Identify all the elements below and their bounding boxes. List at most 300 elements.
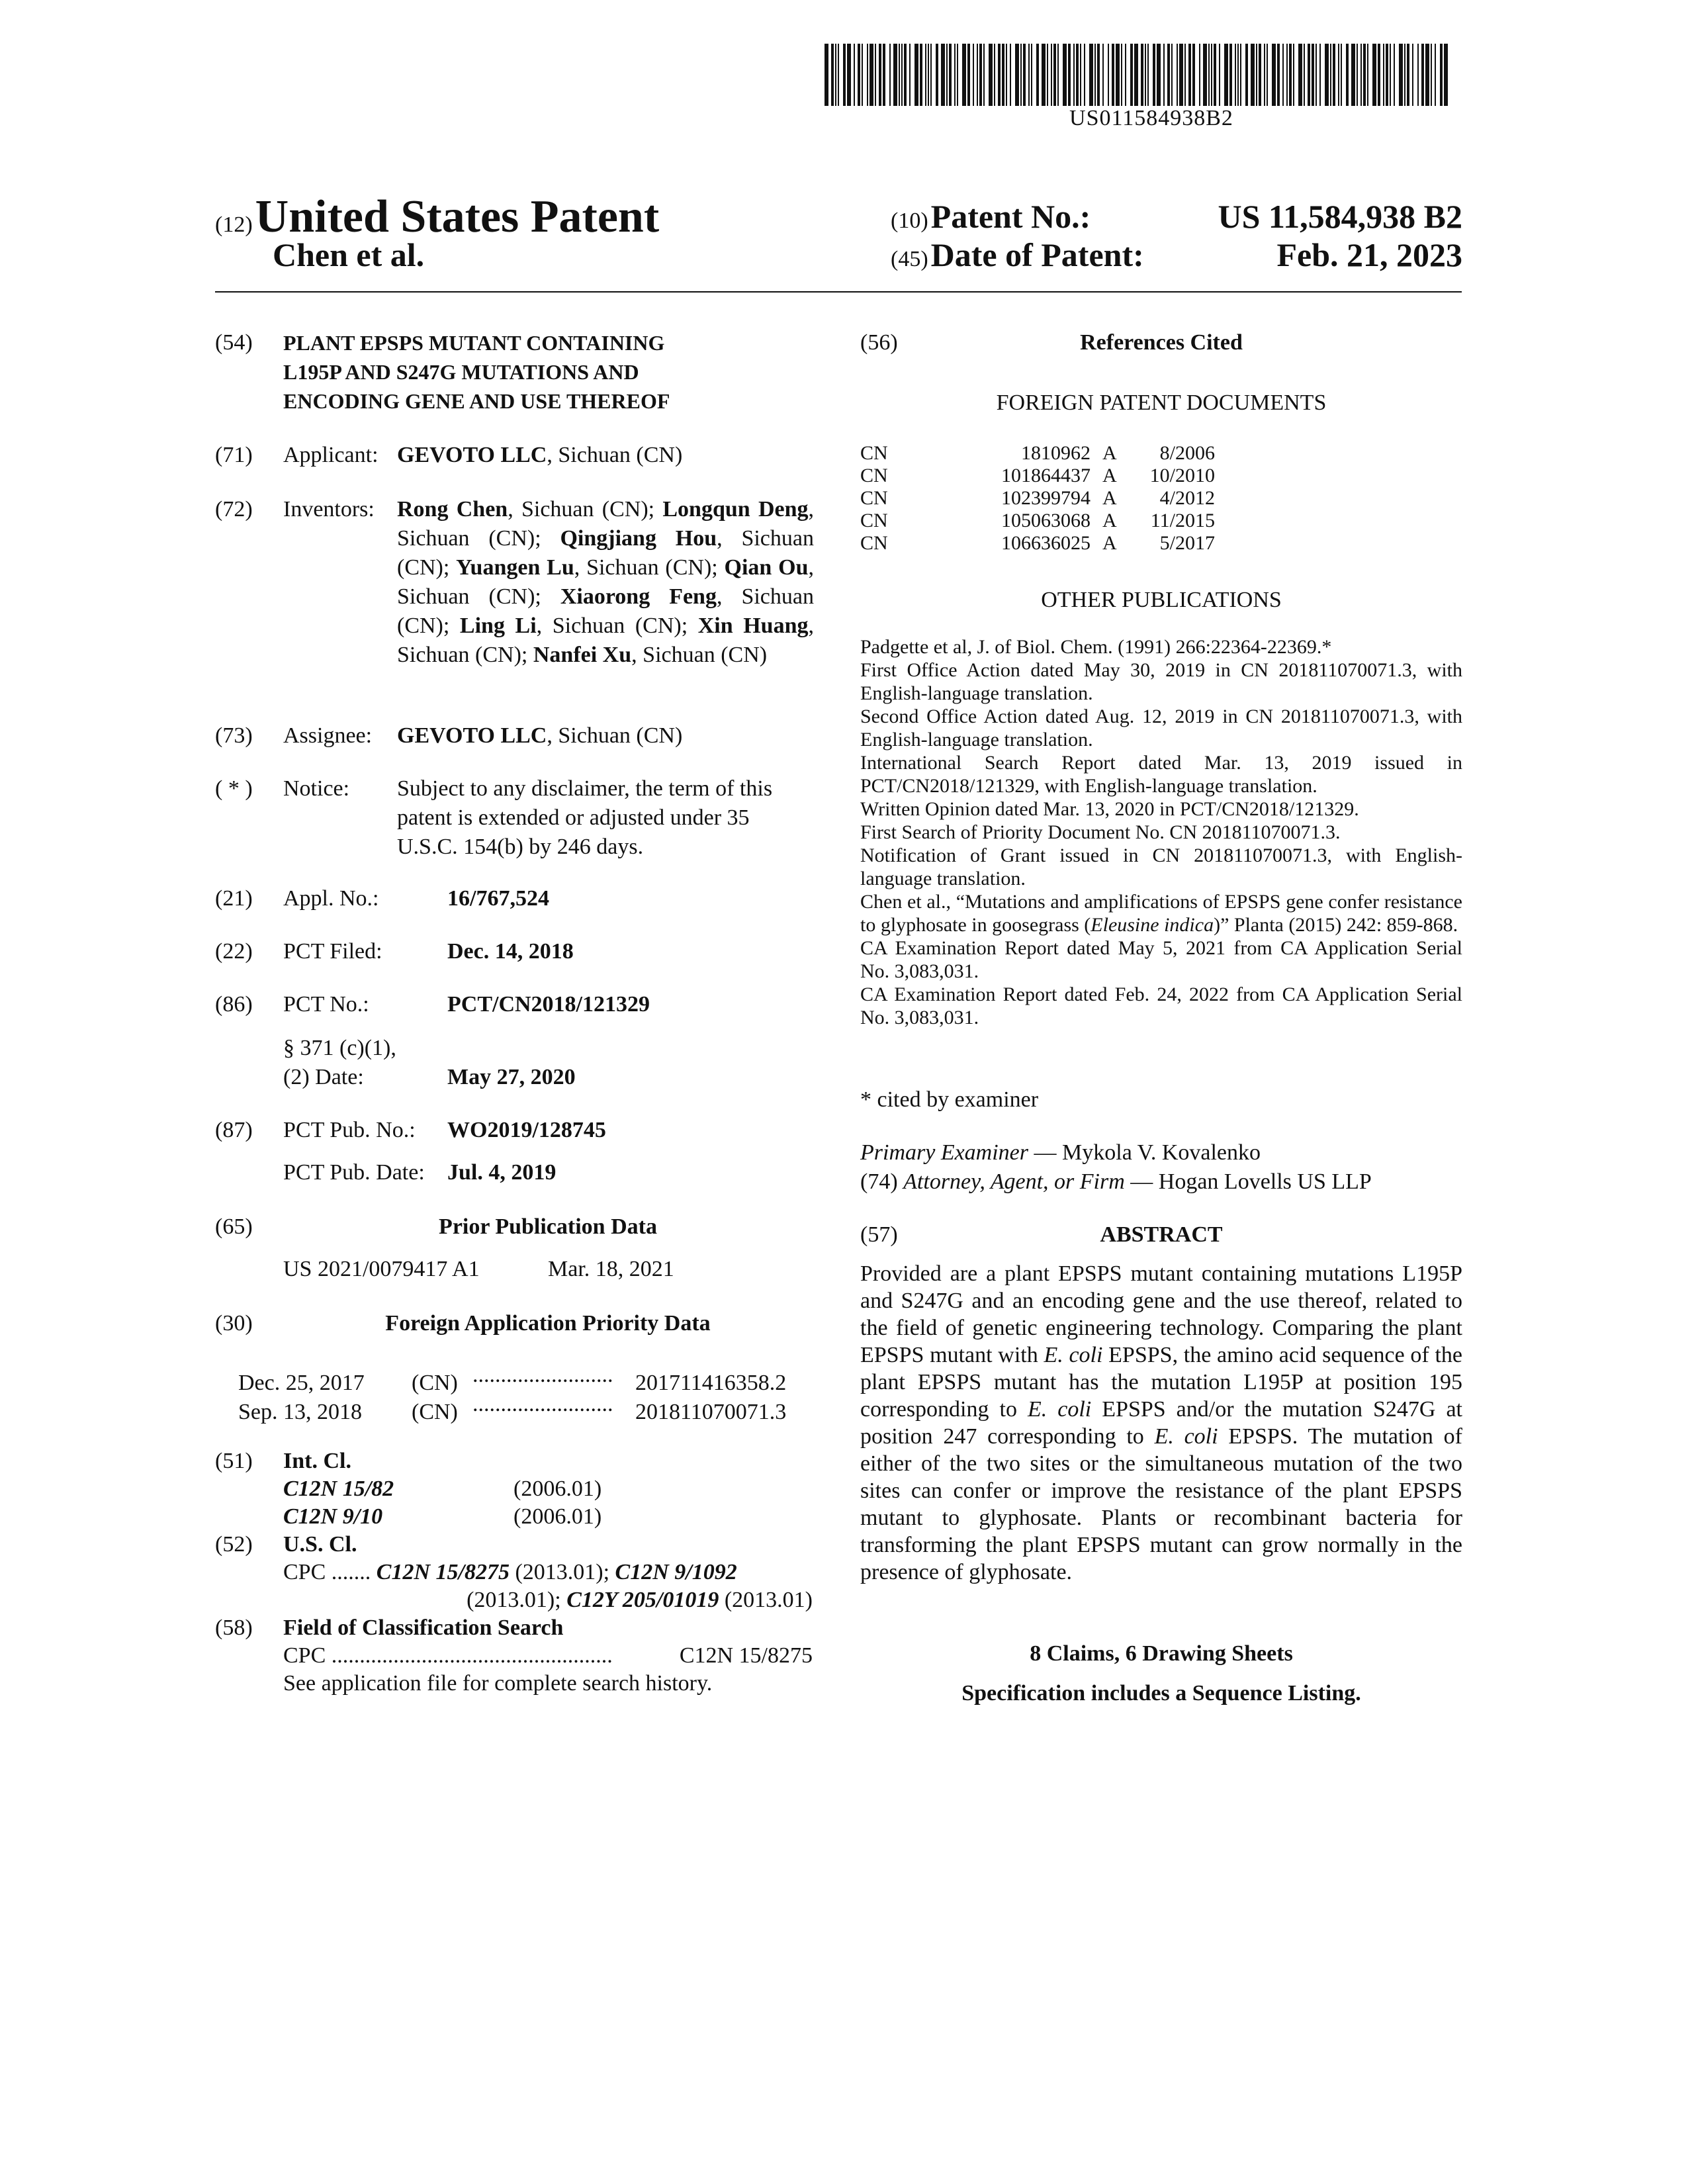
barcode-bar — [1094, 44, 1096, 106]
inid-30: (30) — [215, 1311, 253, 1336]
barcode-bar — [1053, 44, 1056, 106]
barcode-bar — [893, 44, 897, 106]
barcode-bar — [1346, 44, 1349, 106]
barcode-bar — [1357, 44, 1358, 106]
barcode-bar — [1130, 44, 1133, 106]
table-row — [860, 532, 1215, 555]
chen-citation-source: )” Planta (2015) 242: 859-868. — [1214, 914, 1458, 936]
barcode-bar — [1444, 44, 1448, 106]
barcode-bar — [1031, 44, 1032, 106]
barcode-bar — [1330, 44, 1331, 106]
prior-pub-number: US 2021/0079417 A1 — [283, 1257, 480, 1281]
us-cl-heading: U.S. Cl. — [283, 1532, 357, 1557]
title-line: PLANT EPSPS MUTANT CONTAINING — [283, 331, 665, 355]
barcode-bar — [1102, 44, 1104, 106]
barcode-bar — [862, 44, 863, 106]
title-line: ENCODING GENE AND USE THEREOF — [283, 389, 670, 413]
inventor-location: , Sichuan (CN); — [397, 555, 814, 609]
applicant-label: Applicant: — [283, 443, 379, 467]
barcode-bar — [1080, 44, 1081, 106]
notice-line: U.S.C. 154(b) by 246 days. — [397, 835, 644, 859]
inventors-list — [397, 495, 814, 670]
barcode-bar — [1141, 44, 1143, 106]
barcode-bar — [1338, 44, 1339, 106]
appl-no: 16/767,524 — [447, 886, 549, 911]
cpc-code: C12N 15/8275 — [376, 1560, 510, 1584]
barcode-bar — [1386, 44, 1388, 106]
barcode-number: US011584938B2 — [1069, 106, 1233, 130]
barcode-bar — [957, 44, 958, 106]
cpc-version: (2013.01); — [509, 1560, 615, 1584]
barcode-bar — [1319, 44, 1321, 106]
barcode-bar — [1304, 44, 1305, 106]
pct-filed-date: Dec. 14, 2018 — [447, 939, 574, 964]
barcode-bar — [1298, 44, 1302, 106]
pct-pub-date: Jul. 4, 2019 — [447, 1160, 557, 1185]
pct-pub-date-label: PCT Pub. Date: — [283, 1160, 425, 1185]
abstract-species: E. coli — [1027, 1397, 1092, 1422]
barcode-bar — [1051, 44, 1052, 106]
cpc-code: C12N 9/1092 — [615, 1560, 737, 1584]
doc-number: 106636025 — [1001, 532, 1091, 554]
doc-kind: A — [1102, 442, 1117, 464]
other-pubs-list — [860, 635, 1462, 1029]
doc-country: CN — [860, 510, 888, 531]
doc-kind: A — [1102, 487, 1117, 509]
claims-summary: 8 Claims, 6 Drawing Sheets — [1030, 1641, 1293, 1666]
inid-56: (56) — [860, 330, 898, 355]
barcode-bar — [1184, 44, 1186, 106]
table-row — [860, 487, 1215, 510]
barcode-bar — [930, 44, 932, 106]
inventor-name: Yuangen Lu — [456, 555, 574, 580]
barcode-bar — [1010, 44, 1011, 106]
field-search-heading: Field of Classification Search — [283, 1615, 564, 1640]
barcode-bar — [946, 44, 948, 106]
field-cpc-line — [283, 1641, 813, 1670]
barcode-bar — [1177, 44, 1178, 106]
barcode-bar — [979, 44, 982, 106]
inid-22: (22) — [215, 939, 253, 964]
barcode-bar — [1363, 44, 1366, 106]
inventor-name: Xin Huang — [697, 614, 809, 638]
doc-date: 10/2010 — [1149, 465, 1215, 486]
barcode-bar — [1440, 44, 1443, 106]
barcode-bar — [1063, 44, 1067, 106]
barcode-bar — [875, 44, 876, 106]
doc-kind: A — [1102, 510, 1117, 531]
abstract-text — [860, 1260, 1462, 1586]
barcode-bar — [1235, 44, 1236, 106]
barcode-bar — [1425, 44, 1429, 106]
priority-dots: ......................... — [472, 1392, 613, 1416]
priority-row — [238, 1390, 786, 1427]
barcode-bar — [843, 44, 846, 106]
barcode-bar — [1036, 44, 1039, 106]
barcode-bar — [1325, 44, 1329, 106]
barcode-bar — [1417, 44, 1419, 106]
doc-date: 8/2006 — [1159, 442, 1215, 464]
cpc-lead: CPC ....... — [283, 1560, 371, 1584]
barcode-bar — [1147, 44, 1149, 106]
patent-date: Feb. 21, 2023 — [1276, 236, 1462, 273]
foreign-docs-heading: FOREIGN PATENT DOCUMENTS — [996, 390, 1327, 415]
publication-entry: CA Examination Report dated Feb. 24, 2022 from CA Application Serial No. 3,083,031. — [860, 983, 1462, 1028]
doc-number: 1810962 — [1021, 442, 1091, 464]
barcode-bar — [1006, 44, 1007, 106]
barcode-bar — [825, 44, 828, 106]
barcode-bar — [1084, 44, 1085, 106]
barcode-bar — [920, 44, 922, 106]
barcode-bar — [962, 44, 966, 106]
doc-number: 105063068 — [1001, 510, 1091, 531]
barcode-bar — [941, 44, 945, 106]
doc-date: 5/2017 — [1159, 532, 1215, 554]
assignee-location: , Sichuan (CN) — [547, 723, 683, 748]
inventor-name: Qingjiang Hou — [560, 526, 717, 551]
prior-pub-heading: Prior Publication Data — [439, 1214, 657, 1239]
barcode-bar — [1390, 44, 1391, 106]
barcode-bar — [1224, 44, 1228, 106]
barcode-bar — [1289, 44, 1292, 106]
doc-kind: A — [1102, 465, 1117, 486]
barcode-bar — [1312, 44, 1314, 106]
barcode-bar — [854, 44, 855, 106]
inventor-location: , Sichuan (CN); — [397, 614, 814, 667]
barcode-bar — [1015, 44, 1019, 106]
inventor-name: Longqun Deng — [662, 497, 809, 522]
barcode-bar — [1023, 44, 1026, 106]
inid-notice: ( * ) — [215, 776, 253, 801]
doc-kind: A — [1102, 532, 1117, 554]
inid-65: (65) — [215, 1214, 253, 1239]
publication-entry: CA Examination Report dated May 5, 2021 from CA Application Serial No. 3,083,031. — [860, 937, 1462, 982]
doc-country: CN — [860, 532, 888, 554]
barcode — [825, 44, 1461, 106]
abstract-part: Provided are a plant EPSPS mutant containing mutations L195P and S247G and an encoding gene and the use thereof, related to the field of genetic engineering technology. Comparing the plant EPSPS mutant with — [860, 1261, 1462, 1367]
primary-examiner — [860, 1138, 1261, 1167]
barcode-bar — [1073, 44, 1075, 106]
inid-12: (12) — [215, 212, 253, 237]
int-cl-version: (2006.01) — [513, 1477, 602, 1501]
int-cl-code: C12N 9/10 — [283, 1504, 383, 1529]
int-cl-heading: Int. Cl. — [283, 1449, 351, 1473]
doc-country: CN — [860, 442, 888, 464]
barcode-bar — [1163, 44, 1165, 106]
barcode-bar — [1108, 44, 1109, 106]
barcode-bar — [1372, 44, 1376, 106]
inventor-name: Xiaorong Feng — [560, 584, 717, 609]
barcode-bar — [1112, 44, 1114, 106]
barcode-bar — [1404, 44, 1405, 106]
barcode-bar — [1020, 44, 1022, 106]
barcode-bar — [1341, 44, 1342, 106]
appl-no-label: Appl. No.: — [283, 886, 379, 911]
inventor-name: Nanfei Xu — [533, 643, 632, 667]
int-cl-version: (2006.01) — [513, 1504, 602, 1529]
barcode-bar — [899, 44, 900, 106]
table-row — [860, 465, 1215, 487]
barcode-bar — [883, 44, 885, 106]
barcode-bar — [1002, 44, 1004, 106]
doc-country: CN — [860, 465, 888, 486]
barcode-bar — [914, 44, 918, 106]
table-row — [860, 510, 1215, 532]
inid-10: (10) — [891, 208, 928, 233]
doc-number: 102399794 — [1001, 487, 1091, 509]
barcode-bar — [858, 44, 860, 106]
inventor-location: , Sichuan (CN); — [508, 497, 663, 522]
barcode-bar — [1333, 44, 1335, 106]
s371-date: May 27, 2020 — [447, 1065, 576, 1089]
barcode-bar — [1282, 44, 1284, 106]
authors: Chen et al. — [273, 236, 425, 273]
priority-number: 201811070071.3 — [635, 1400, 787, 1424]
barcode-bar — [1367, 44, 1368, 106]
barcode-bar — [835, 44, 836, 106]
cpc-version: (2013.01) — [719, 1588, 813, 1612]
barcode-bar — [1259, 44, 1261, 106]
priority-number: 201711416358.2 — [635, 1371, 787, 1395]
publication-entry: Second Office Action dated Aug. 12, 2019 in CN 201811070071.3, with English-language translation. — [860, 705, 1462, 751]
barcode-bar — [1256, 44, 1257, 106]
other-pubs-heading: OTHER PUBLICATIONS — [1041, 588, 1282, 612]
barcode-bar — [1203, 44, 1207, 106]
inid-45: (45) — [891, 247, 928, 271]
chen-citation-text: Chen et al., “Mutations and amplifications of EPSPS gene confer resistance to glyphosate in goosegrass ( — [860, 891, 1462, 936]
publication-entry: Written Opinion dated Mar. 13, 2020 in PCT/CN2018/121329. — [860, 798, 1359, 820]
publication-entry: International Search Report dated Mar. 13, 2019 issued in PCT/CN2018/121329, with English-language translation. — [860, 752, 1462, 797]
barcode-bar — [1076, 44, 1079, 106]
barcode-bar — [928, 44, 929, 106]
inid-21: (21) — [215, 886, 253, 911]
barcode-bar — [1134, 44, 1138, 106]
applicant-location: , Sichuan (CN) — [547, 443, 683, 467]
barcode-bar — [1431, 44, 1432, 106]
barcode-bar — [998, 44, 1001, 106]
barcode-bar — [904, 44, 907, 106]
barcode-bar — [989, 44, 993, 106]
foreign-priority-heading: Foreign Application Priority Data — [385, 1311, 711, 1336]
s371-date-label: (2) Date: — [283, 1065, 364, 1089]
barcode-bar — [1121, 44, 1122, 106]
barcode-bar — [1192, 44, 1195, 106]
barcode-bar — [954, 44, 956, 106]
barcode-bar — [977, 44, 978, 106]
barcode-bar — [889, 44, 891, 106]
pct-no-label: PCT No.: — [283, 992, 369, 1017]
inid-72: (72) — [215, 497, 253, 522]
cpc-version: (2013.01); — [467, 1588, 567, 1612]
barcode-bar — [1435, 44, 1436, 106]
barcode-bar — [1308, 44, 1310, 106]
patent-number-row — [891, 197, 1462, 236]
barcode-bar — [1068, 44, 1071, 106]
priority-country: (CN) — [412, 1400, 458, 1424]
barcode-bar — [1179, 44, 1183, 106]
title — [283, 328, 670, 416]
barcode-bar — [973, 44, 974, 106]
priority-country: (CN) — [412, 1371, 458, 1395]
cpc-line-1 — [283, 1558, 813, 1587]
abstract-species: E. coli — [1044, 1343, 1103, 1367]
inventor-location: , Sichuan (CN); — [397, 497, 814, 551]
abstract-heading: ABSTRACT — [1100, 1222, 1223, 1247]
field-cpc-lead: CPC — [283, 1643, 326, 1668]
pct-pub-no-label: PCT Pub. No.: — [283, 1118, 416, 1142]
barcode-bar — [1229, 44, 1232, 106]
inid-54: (54) — [215, 330, 253, 355]
barcode-bar — [1167, 44, 1170, 106]
barcode-bar — [1188, 44, 1191, 106]
date-label: Date of Patent: — [930, 236, 1144, 273]
cpc-line-2 — [283, 1586, 813, 1615]
barcode-bar — [1125, 44, 1126, 106]
barcode-bar — [869, 44, 873, 106]
publication-entry: Notification of Grant issued in CN 201811070071.3, with English-language translation. — [860, 844, 1462, 889]
barcode-bar — [1251, 44, 1255, 106]
inid-86: (86) — [215, 992, 253, 1017]
barcode-bar — [1240, 44, 1241, 106]
applicant-name: GEVOTO LLC — [397, 443, 547, 467]
barcode-bar — [831, 44, 834, 106]
barcode-bar — [1208, 44, 1210, 106]
chen-citation-species: Eleusine indica — [1091, 914, 1214, 936]
barcode-bar — [847, 44, 851, 106]
priority-date: Dec. 25, 2017 — [238, 1371, 365, 1395]
applicant — [397, 441, 682, 470]
publication-entry — [860, 890, 1462, 936]
assignee — [397, 721, 682, 751]
barcode-bar — [1286, 44, 1288, 106]
barcode-bar — [1351, 44, 1355, 106]
abstract-part: EPSPS. The mutation of either of the two sites or the simultaneous mutation of the two sites can confer or improve the resistance of the plant EPSPS mutant to glyphosate. Plants or recombinant bacteria for transforming the plant EPSPS mutant can grow normally in the presence of glyphosate. — [860, 1424, 1462, 1584]
doc-date: 11/2015 — [1150, 510, 1215, 531]
inid-74: (74) — [860, 1169, 898, 1194]
barcode-bar — [1219, 44, 1220, 106]
inventor-name: Rong Chen — [397, 497, 508, 522]
attorney — [860, 1167, 1372, 1197]
cpc-code: C12Y 205/01019 — [566, 1588, 719, 1612]
title-line: L195P AND S247G MUTATIONS AND — [283, 360, 639, 384]
barcode-bar — [1378, 44, 1380, 106]
barcode-bar — [994, 44, 995, 106]
publication-entry: First Office Action dated May 30, 2019 in CN 201811070071.3, with English-language translation. — [860, 659, 1462, 704]
barcode-bar — [1047, 44, 1048, 106]
notice-text — [397, 774, 814, 862]
assignee-label: Assignee: — [283, 723, 373, 748]
cited-by-examiner: * cited by examiner — [860, 1087, 1039, 1112]
barcode-bar — [909, 44, 911, 106]
barcode-bar — [838, 44, 839, 106]
inventor-location: , Sichuan (CN); — [536, 614, 698, 638]
barcode-bar — [1157, 44, 1161, 106]
pct-filed-label: PCT Filed: — [283, 939, 382, 964]
examiner-label: Primary Examiner — [860, 1140, 1029, 1165]
barcode-bar — [1153, 44, 1155, 106]
barcode-bar — [1171, 44, 1173, 106]
inid-71: (71) — [215, 443, 253, 467]
barcode-bar — [1407, 44, 1409, 106]
sequence-listing-note: Specification includes a Sequence Listing. — [961, 1681, 1361, 1706]
publication-entry: Padgette et al, J. of Biol. Chem. (1991) 266:22364-22369.* — [860, 636, 1332, 658]
inid-58: (58) — [215, 1615, 253, 1640]
barcode-bar — [1399, 44, 1403, 106]
barcode-bar — [1394, 44, 1395, 106]
priority-dots: ......................... — [472, 1363, 613, 1387]
patent-number: US 11,584,938 B2 — [1218, 198, 1462, 235]
barcode-bar — [879, 44, 881, 106]
field-dots: .................................................. — [331, 1643, 613, 1668]
barcode-bar — [1272, 44, 1276, 106]
barcode-bar — [1277, 44, 1280, 106]
header-divider — [215, 291, 1462, 293]
barcode-bar — [1211, 44, 1212, 106]
barcode-bar — [901, 44, 903, 106]
attorney-name: — Hogan Lovells US LLP — [1124, 1169, 1372, 1194]
barcode-bar — [867, 44, 868, 106]
inid-73: (73) — [215, 723, 253, 748]
barcode-bar — [1042, 44, 1046, 106]
barcode-bar — [967, 44, 970, 106]
inid-52: (52) — [215, 1532, 253, 1557]
barcode-bar — [925, 44, 926, 106]
barcode-bar — [1028, 44, 1030, 106]
notice-line: patent is extended or adjusted under 35 — [397, 805, 750, 830]
barcode-bar — [1097, 44, 1100, 106]
doc-date: 4/2012 — [1159, 487, 1215, 509]
assignee-name: GEVOTO LLC — [397, 723, 547, 748]
barcode-bar — [1412, 44, 1413, 106]
barcode-bar — [1267, 44, 1268, 106]
abstract-species: E. coli — [1154, 1424, 1218, 1449]
doc-country: CN — [860, 487, 888, 509]
attorney-label: Attorney, Agent, or Firm — [903, 1169, 1125, 1194]
inventors-label: Inventors: — [283, 497, 375, 522]
inventor-location: , Sichuan (CN); — [574, 555, 725, 580]
barcode-bar — [983, 44, 985, 106]
inid-57: (57) — [860, 1222, 898, 1247]
foreign-docs-table — [860, 442, 1215, 555]
barcode-bar — [1116, 44, 1120, 106]
date-row — [891, 236, 1462, 274]
notice-line: Subject to any disclaimer, the term of this — [397, 776, 773, 801]
field-note: See application file for complete search history. — [283, 1671, 713, 1696]
field-cpc-code: C12N 15/8275 — [679, 1643, 813, 1668]
inid-87: (87) — [215, 1118, 253, 1142]
publication-entry: First Search of Priority Document No. CN 201811070071.3. — [860, 821, 1341, 843]
inventor-location: , Sichuan (CN) — [631, 643, 768, 667]
inventor-name: Ling Li — [459, 614, 537, 638]
barcode-bar — [1145, 44, 1146, 106]
table-row — [860, 442, 1215, 465]
barcode-bar — [936, 44, 938, 106]
prior-pub-date: Mar. 18, 2021 — [548, 1257, 674, 1281]
barcode-bar — [1057, 44, 1059, 106]
abstract-part: EPSPS and/or the mutation S247G at position 247 corresponding to — [860, 1397, 1462, 1449]
barcode-bar — [1315, 44, 1317, 106]
barcode-bar — [1089, 44, 1093, 106]
barcode-bar — [1264, 44, 1265, 106]
abstract-part: EPSPS, the amino acid sequence of the plant EPSPS mutant has the mutation L195P at position 195 corresponding to — [860, 1343, 1462, 1422]
notice-label: Notice: — [283, 776, 350, 801]
inventor-location: , Sichuan (CN); — [397, 526, 814, 580]
barcode-bar — [1214, 44, 1216, 106]
inventor-location: , Sichuan (CN); — [397, 584, 814, 638]
barcode-bar — [1245, 44, 1248, 106]
barcode-bar — [1293, 44, 1294, 106]
pct-pub-no: WO2019/128745 — [447, 1118, 606, 1142]
